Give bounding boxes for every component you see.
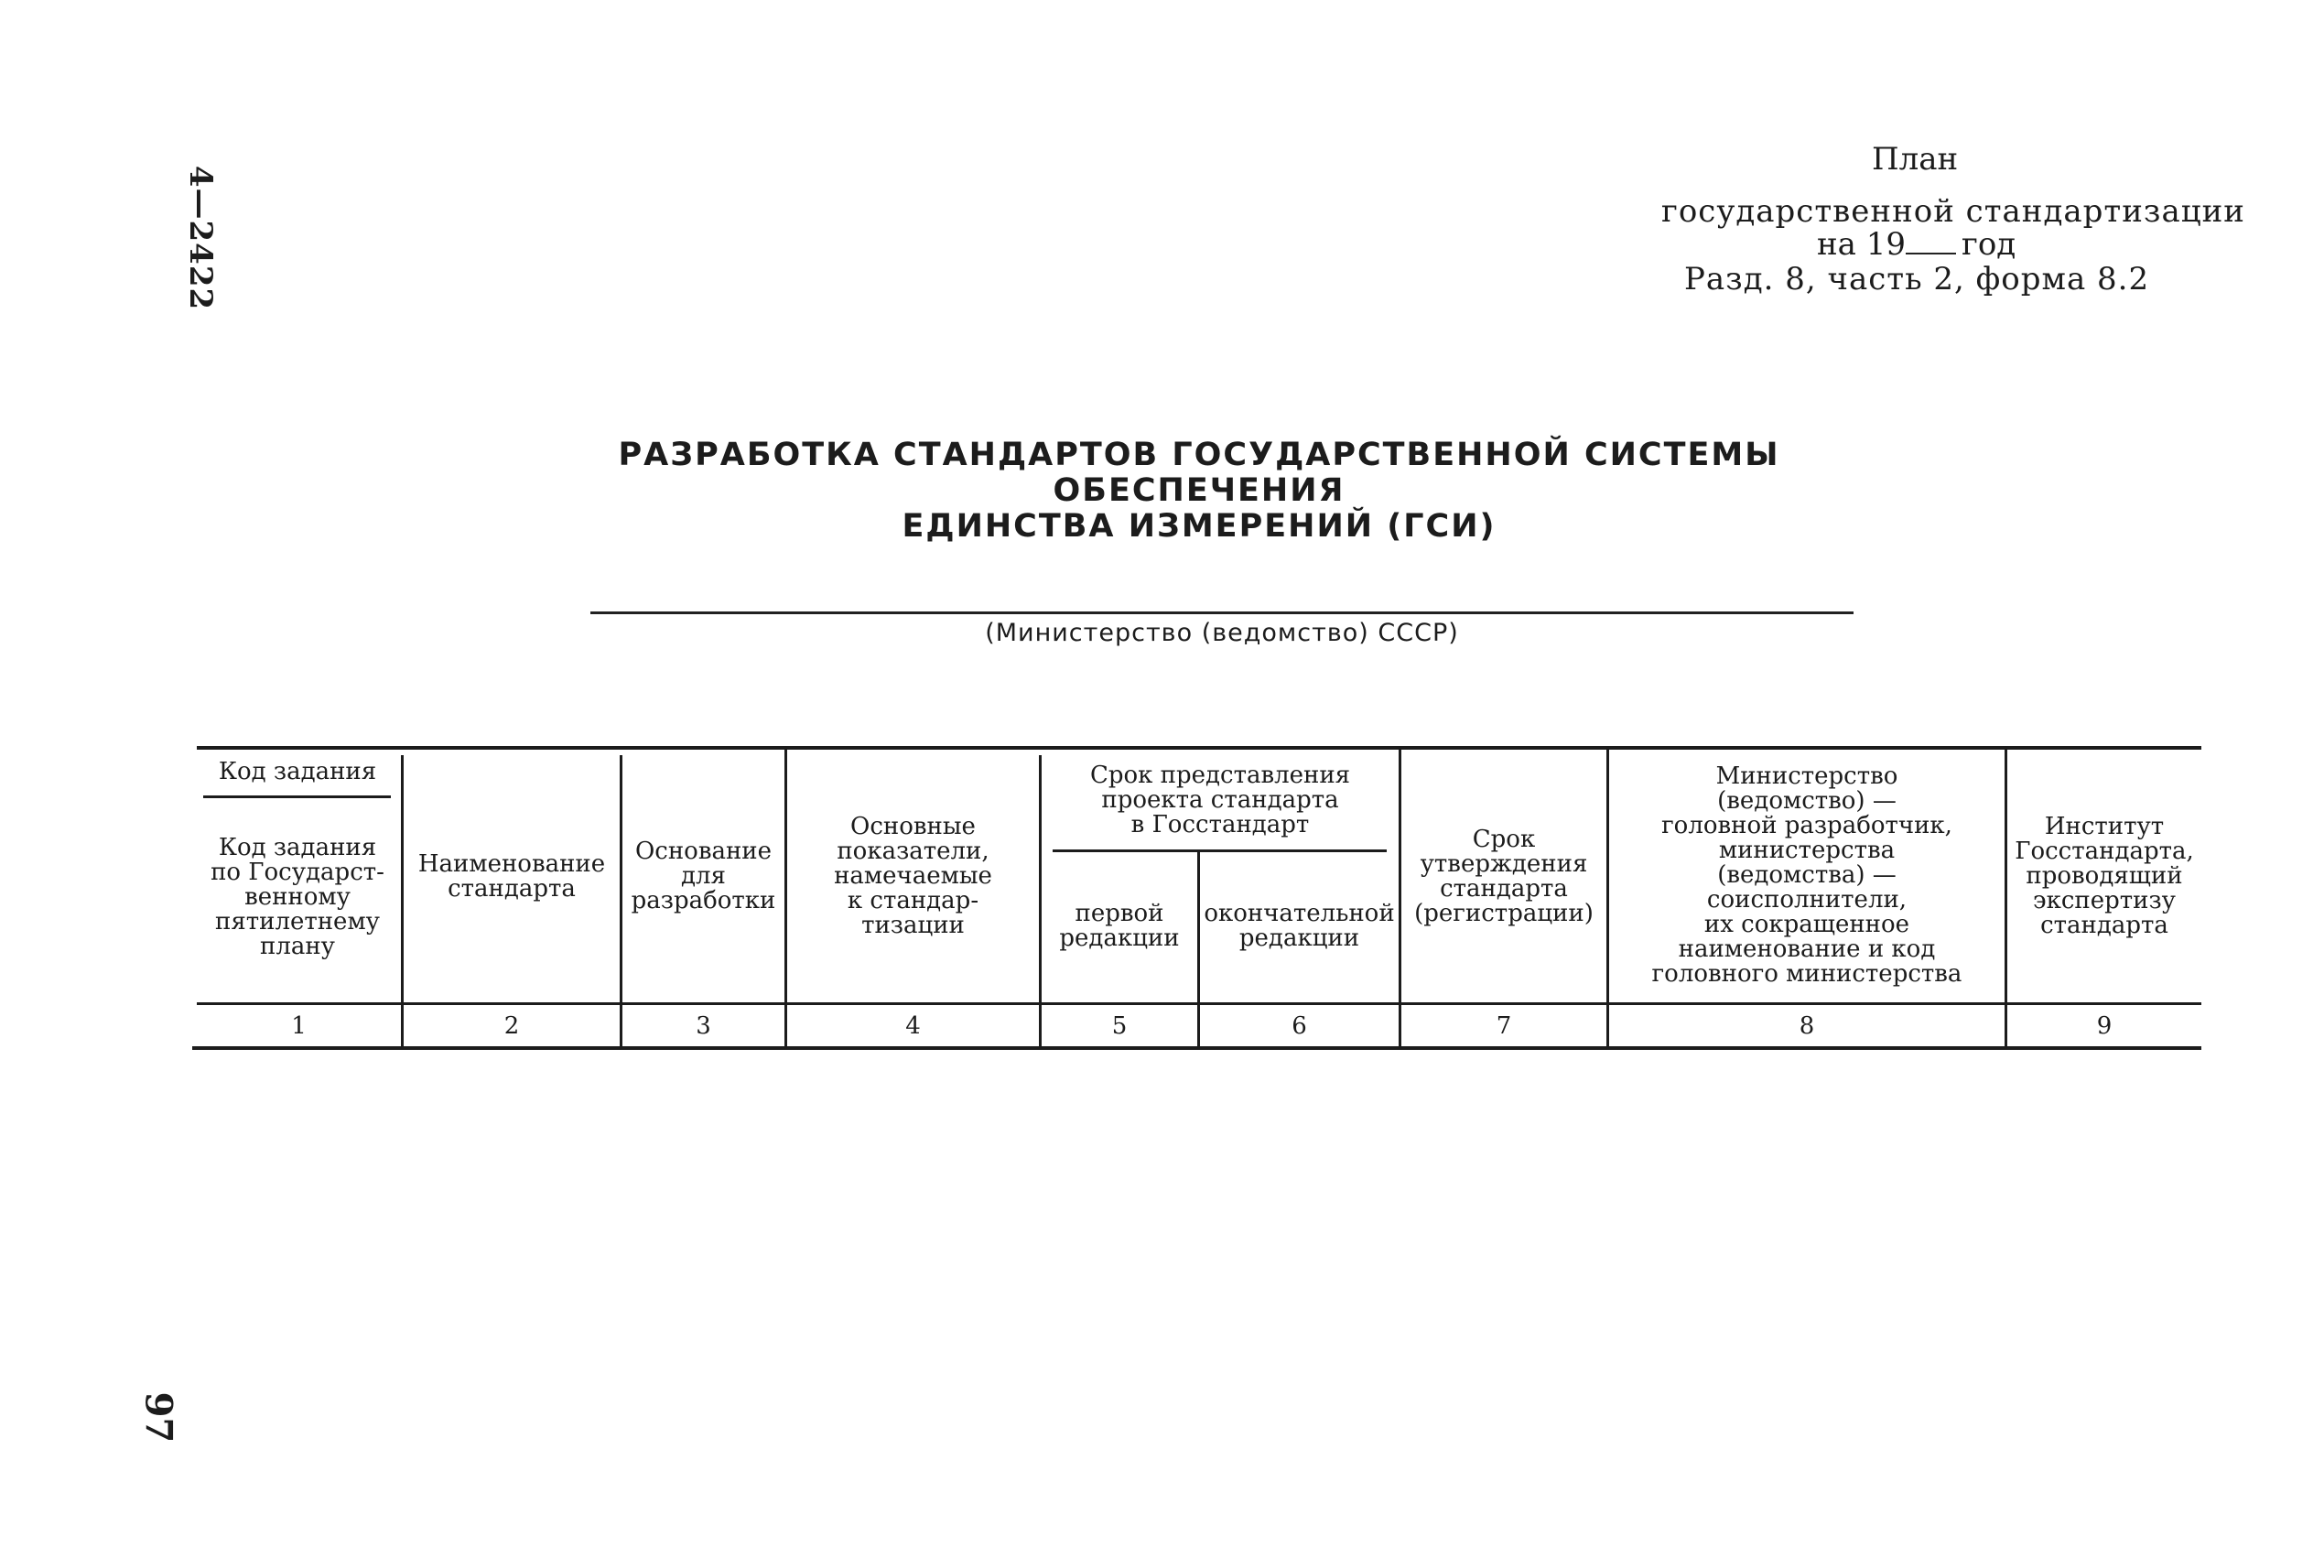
col5-header: первой редакции — [1059, 900, 1180, 952]
col56-split-rule — [1053, 849, 1387, 852]
col4-header: Основные показатели, намечаемые к стандар- тизации — [834, 813, 992, 939]
plan-year-line — [1817, 227, 2016, 263]
table-top-rule — [197, 746, 2201, 750]
plan-section-form: Разд. 8, часть 2, форма 8.2 — [1684, 261, 2150, 297]
plan-year-prefix: на 19 — [1817, 226, 1907, 263]
col7-header: Срок утверждения стандарта (регистрации) — [1414, 825, 1594, 927]
col1-split-rule — [203, 795, 391, 798]
col2-number: 2 — [503, 1011, 520, 1040]
col3-header: Основание для разработки — [631, 838, 776, 914]
col2-header: Наименование стандарта — [417, 849, 606, 903]
col1-header: Код задания по Государст- венному пятилетнему плану — [211, 833, 384, 960]
col8-number: 8 — [1799, 1011, 1815, 1040]
col1-number: 1 — [291, 1011, 307, 1040]
col9-number: 9 — [2096, 1011, 2113, 1040]
col6-number: 6 — [1292, 1011, 1307, 1040]
col4-number: 4 — [905, 1011, 921, 1040]
col1-header-top: Код задания — [218, 757, 377, 785]
page-number: 97 — [136, 1391, 180, 1444]
col6-header: окончательной редакции — [1204, 900, 1395, 952]
year-blank-field — [1906, 229, 1956, 254]
document-code: 4—2422 — [182, 165, 220, 311]
document-title — [513, 438, 1886, 546]
col5-number: 5 — [1111, 1011, 1128, 1040]
ministry-caption: (Министерство (ведомство) СССР) — [985, 619, 1459, 647]
col8-header: Министерство (ведомство) — головной разработчик, министерства (ведомства) — соисполнители, их сокращенное наименование и код головного министерства — [1651, 762, 1962, 988]
plan-title: План — [1872, 141, 1959, 178]
ministry-fill-line — [590, 611, 1854, 614]
col56-group-header: Срок представления проекта стандарта в Госстандарт — [1089, 761, 1351, 838]
plan-year-suffix: год — [1962, 226, 2016, 263]
col7-number: 7 — [1496, 1011, 1512, 1040]
table-bottom-rule — [192, 1046, 2201, 1050]
plan-subtitle: государственной стандартизации — [1661, 193, 2245, 230]
title-line-1: РАЗРАБОТКА СТАНДАРТОВ ГОСУДАРСТВЕННОЙ СИСТЕМЫ ОБЕСПЕЧЕНИЯ — [618, 437, 1780, 510]
title-line-2: ЕДИНСТВА ИЗМЕРЕНИЙ (ГСИ) — [902, 508, 1497, 546]
col9-header: Институт Госстандарта, проводящий экспертизу стандарта — [2015, 813, 2194, 939]
col3-number: 3 — [696, 1011, 711, 1040]
